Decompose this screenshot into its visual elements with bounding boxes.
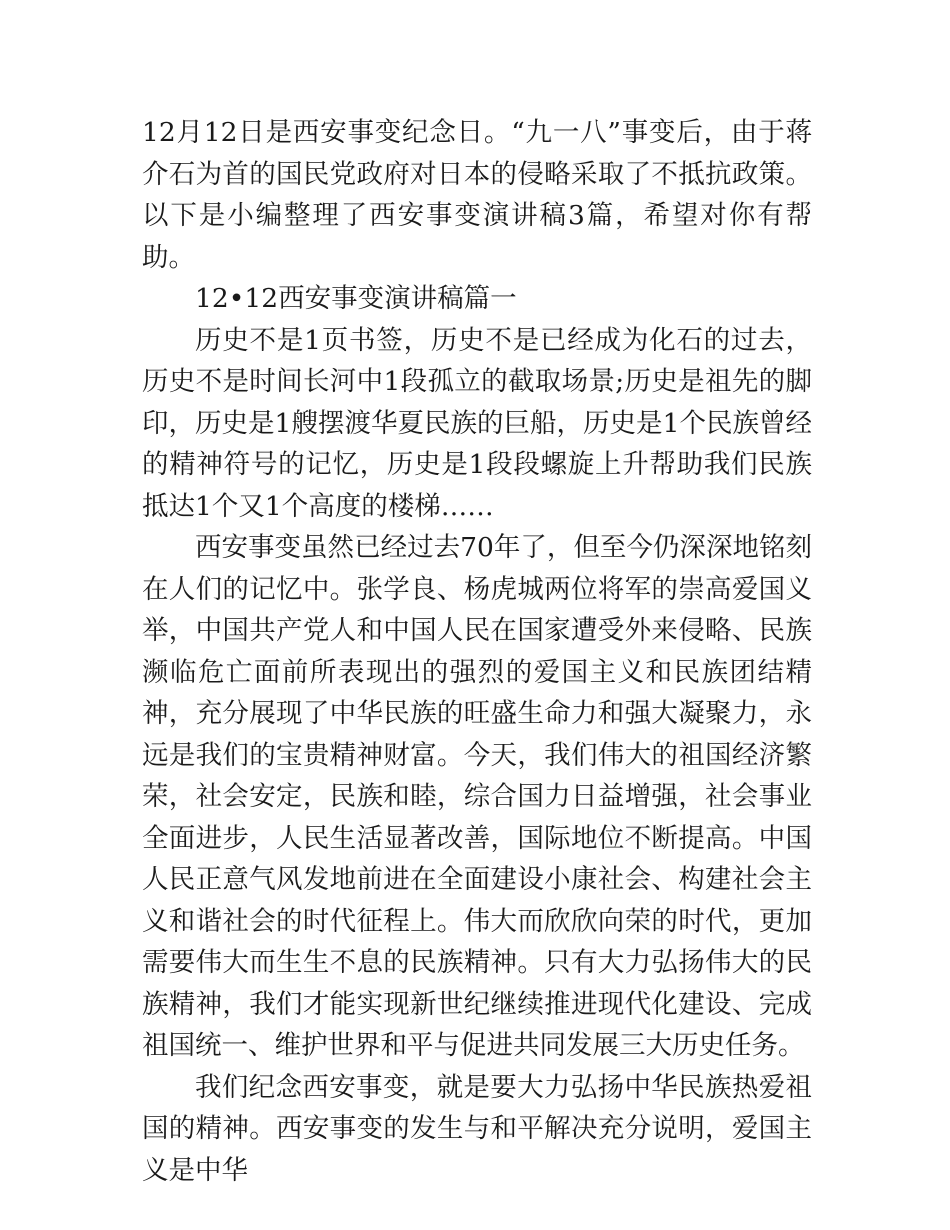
body-paragraph-history: 历史不是1页书签，历史不是已经成为化石的过去，历史不是时间长河中1段孤立的截取场景;历史是祖先的脚印，历史是1艘摆渡华夏民族的巨船，历史是1个民族曾经的精神符号的记忆，历史是1段段螺旋上升帮助我们民族抵达1个又1个高度的楼梯…… (142, 324, 812, 522)
intro-paragraph: 12月12日是西安事变纪念日。“九一八”事变后，由于蒋介石为首的国民党政府对日本的侵略采取了不抵抗政策。以下是小编整理了西安事变演讲稿3篇，希望对你有帮助。 (142, 117, 812, 273)
section-heading: 12•12西安事变演讲稿篇一 (195, 283, 517, 314)
body-paragraph-xian-incident: 西安事变虽然已经过去70年了，但至今仍深深地铭刻在人们的记忆中。张学良、杨虎城两位将军的崇高爱国义举，中国共产党人和中国人民在国家遭受外来侵略、民族濒临危亡面前所表现出的强烈的爱国主义和民族团结精神，充分展现了中华民族的旺盛生命力和强大凝聚力，永远是我们的宝贵精神财富。今天，我们伟大的祖国经济繁荣，社会安定，民族和睦，综合国力日益增强，社会事业全面进步，人民生活显著改善，国际地位不断提高。中国人民正意气风发地前进在全面建设小康社会、构建社会主义和谐社会的时代征程上。伟大而欣欣向荣的时代，更加需要伟大而生生不息的民族精神。只有大力弘扬伟大的民族精神，我们才能实现新世纪继续推进现代化建设、完成祖国统一、维护世界和平与促进共同发展三大历史任务。 (142, 532, 812, 1061)
document-body (142, 112, 812, 1191)
body-paragraph-commemoration: 我们纪念西安事变，就是要大力弘扬中华民族热爱祖国的精神。西安事变的发生与和平解决充分说明，爱国主义是中华 (142, 1071, 812, 1186)
